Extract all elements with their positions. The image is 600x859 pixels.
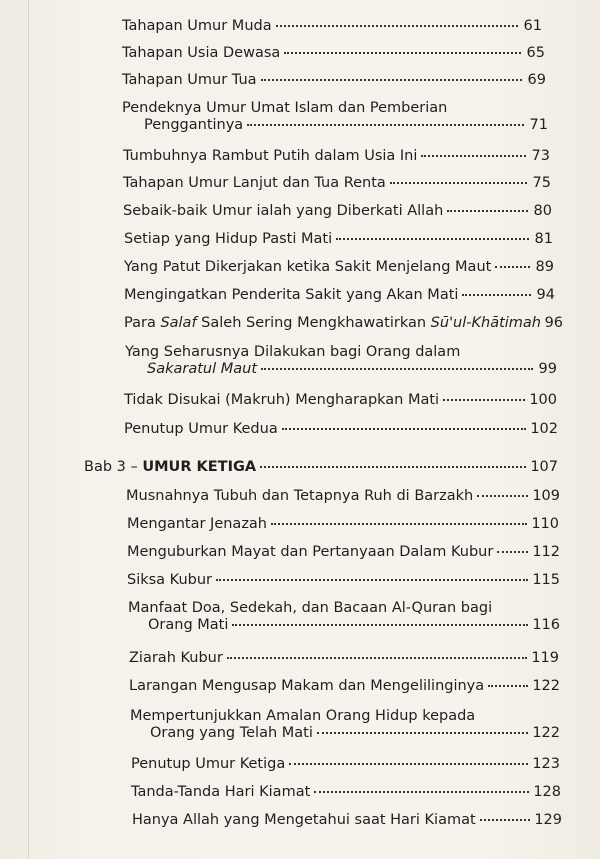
toc-entry <box>124 287 555 304</box>
leader-dots <box>227 656 527 659</box>
toc-page: 129 <box>534 812 562 828</box>
toc-page: 71 <box>529 117 548 133</box>
toc-title: Tahapan Umur Muda <box>122 18 272 34</box>
toc-entry <box>129 678 560 695</box>
toc-title: Yang Patut Dikerjakan ketika Sakit Menjelang Maut <box>124 259 492 275</box>
chapter-heading <box>84 459 558 476</box>
toc-title: Tanda-Tanda Hari Kiamat <box>131 784 311 800</box>
leader-dots <box>261 78 522 81</box>
toc-entry <box>123 175 551 192</box>
toc-entry <box>122 45 545 62</box>
toc-page: 81 <box>534 231 553 247</box>
toc-entry <box>132 812 562 829</box>
toc-page: 89 <box>535 259 554 275</box>
toc-page: 61 <box>523 18 542 34</box>
leader-dots <box>260 465 526 468</box>
leader-dots <box>336 237 529 240</box>
toc-entry <box>125 344 557 378</box>
toc-title-line1: Yang Seharusnya Dilakukan bagi Orang dalam <box>125 344 461 360</box>
toc-page: 112 <box>532 544 560 560</box>
leader-dots <box>447 209 528 212</box>
toc-page: 69 <box>527 72 546 88</box>
toc-title: Tidak Disukai (Makruh) Mengharapkan Mati <box>124 392 440 408</box>
toc-title-line2: Sakaratul Maut <box>147 361 258 377</box>
toc-entry <box>122 100 548 134</box>
leader-dots <box>462 293 531 296</box>
toc-page: 100 <box>529 392 557 408</box>
toc-title: Hanya Allah yang Mengetahui saat Hari Kiamat <box>132 812 476 828</box>
toc-entry <box>124 231 553 248</box>
toc-title-part: Para <box>124 315 161 331</box>
leader-dots <box>216 578 528 581</box>
leader-dots <box>271 522 527 525</box>
toc-entry <box>122 18 542 35</box>
toc-title: Tumbuhnya Rambut Putih dalam Usia Ini <box>123 148 418 164</box>
leader-dots <box>421 154 526 157</box>
toc-page: 122 <box>532 678 560 694</box>
toc-page: 115 <box>532 572 560 588</box>
toc-entry <box>127 544 560 561</box>
toc-title: Mengingatkan Penderita Sakit yang Akan Mati <box>124 287 459 303</box>
chapter-prefix: Bab 3 – <box>84 459 143 475</box>
toc-page: 110 <box>531 516 559 532</box>
toc-page: 116 <box>532 617 560 633</box>
toc-entry <box>131 756 560 773</box>
toc-title: Tahapan Usia Dewasa <box>122 45 281 61</box>
toc-title: Sebaik-baik Umur ialah yang Diberkati Allah <box>123 203 444 219</box>
toc-page: 123 <box>532 756 560 772</box>
leader-dots <box>390 181 527 184</box>
leader-dots <box>495 265 530 268</box>
toc-entry <box>123 203 552 220</box>
toc-entry <box>126 488 560 505</box>
toc-title-line1: Pendeknya Umur Umat Islam dan Pemberian <box>122 100 448 116</box>
toc-title: Tahapan Umur Tua <box>122 72 257 88</box>
toc-page: 73 <box>531 148 550 164</box>
leader-dots <box>289 762 528 765</box>
toc-entry <box>124 259 554 276</box>
toc-entry <box>129 650 559 667</box>
toc-entry <box>131 784 561 801</box>
toc-entry <box>130 708 560 742</box>
leader-dots <box>276 24 518 27</box>
toc-entry <box>123 148 550 165</box>
toc-title-line2: Orang yang Telah Mati <box>150 725 313 741</box>
toc-page: 99 <box>538 361 557 377</box>
toc-entry <box>128 600 560 634</box>
leader-dots <box>314 790 529 793</box>
toc-page: 122 <box>532 725 560 741</box>
toc-title: Mengantar Jenazah <box>127 516 268 532</box>
toc-title: Ziarah Kubur <box>129 650 223 666</box>
toc-entry <box>127 516 559 533</box>
toc-title <box>124 315 541 332</box>
toc-title: Larangan Mengusap Makam dan Mengelilinginya <box>129 678 485 694</box>
toc-page: 107 <box>530 459 558 475</box>
leader-dots <box>480 818 531 821</box>
leader-dots <box>497 550 528 553</box>
toc-title-italic: Salaf <box>160 315 197 331</box>
leader-dots <box>488 684 528 687</box>
toc-title-line1: Mempertunjukkan Amalan Orang Hidup kepada <box>130 708 476 724</box>
chapter-title <box>84 459 256 476</box>
toc-entry <box>122 72 546 89</box>
toc-title-line1: Manfaat Doa, Sedekah, dan Bacaan Al-Quran bagi <box>128 600 493 616</box>
toc-entry <box>127 572 560 589</box>
leader-dots <box>282 427 527 430</box>
toc-page: 96 <box>544 315 564 331</box>
toc-entry <box>124 315 564 332</box>
toc-title: Penutup Umur Kedua <box>124 421 278 437</box>
leader-dots <box>477 494 528 497</box>
toc-title: Menguburkan Mayat dan Pertanyaan Dalam Kubur <box>127 544 494 560</box>
leader-dots <box>317 731 528 734</box>
leader-dots <box>232 623 528 626</box>
toc-title-part: Saleh Sering Mengkhawatirkan <box>196 315 431 331</box>
toc-title: Musnahnya Tubuh dan Tetapnya Ruh di Barzakh <box>126 488 474 504</box>
toc-entry <box>124 421 558 438</box>
leader-dots <box>261 367 533 370</box>
toc-page: 109 <box>532 488 560 504</box>
toc-page: 119 <box>531 650 559 666</box>
toc-page: 94 <box>536 287 555 303</box>
toc-title: Penutup Umur Ketiga <box>131 756 286 772</box>
chapter-name: UMUR KETIGA <box>142 459 257 475</box>
toc-title-line2: Orang Mati <box>148 617 229 633</box>
toc-page: 75 <box>532 175 551 191</box>
toc-page: 128 <box>533 784 561 800</box>
leader-dots <box>443 398 525 401</box>
toc-title: Setiap yang Hidup Pasti Mati <box>124 231 333 247</box>
toc-page: 102 <box>530 421 558 437</box>
leader-dots <box>247 123 524 126</box>
toc-title-italic: Sū'ul-Khātimah <box>430 315 542 331</box>
toc-entry <box>124 392 557 409</box>
toc-page: 80 <box>533 203 552 219</box>
leader-dots <box>284 51 521 54</box>
toc-title: Siksa Kubur <box>127 572 213 588</box>
toc-title: Tahapan Umur Lanjut dan Tua Renta <box>123 175 386 191</box>
toc-page: 65 <box>526 45 545 61</box>
toc-title-line2: Penggantinya <box>144 117 244 133</box>
